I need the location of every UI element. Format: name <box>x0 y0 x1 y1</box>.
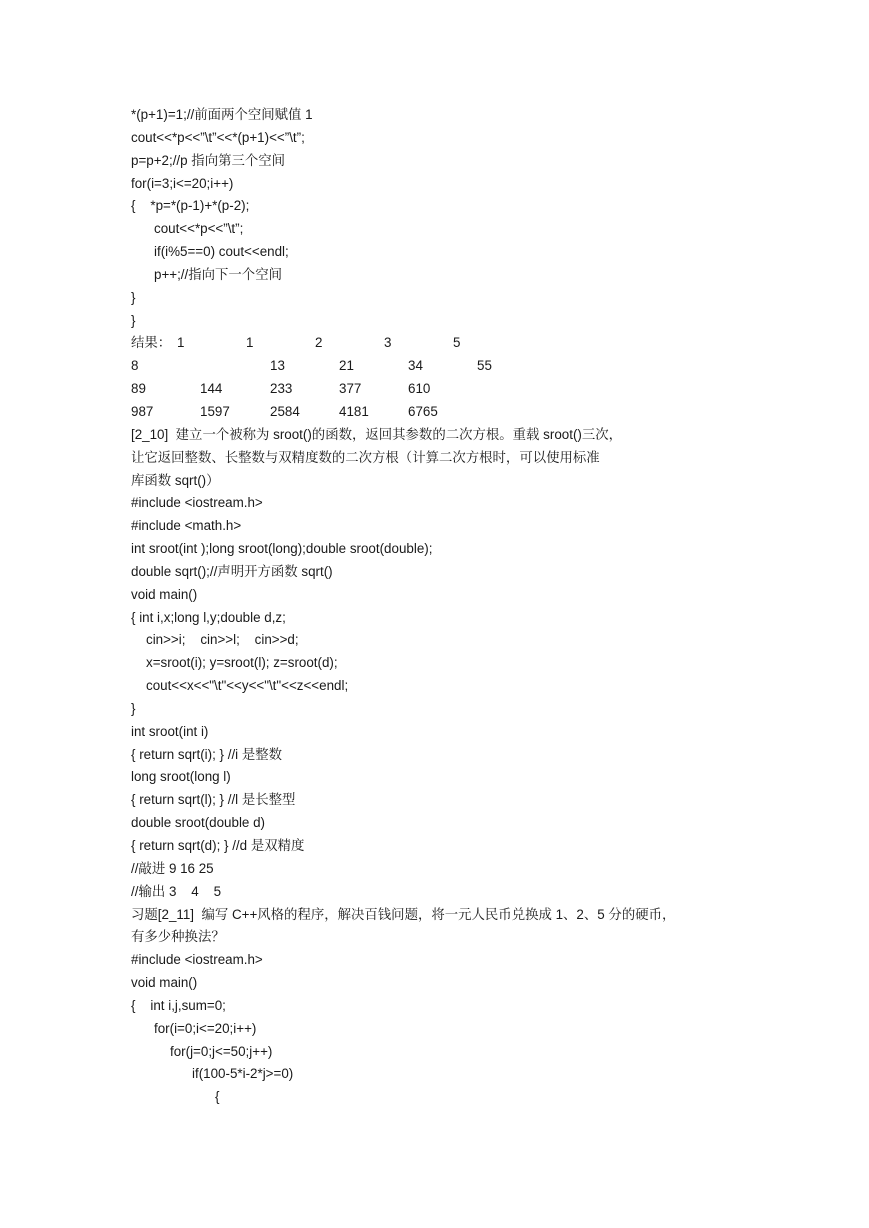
result-value: 5 <box>453 335 461 351</box>
result-value: 610 <box>408 381 431 397</box>
code-line: if(i%5==0) cout<<endl; <box>154 244 289 260</box>
code-line: x=sroot(i); y=sroot(l); z=sroot(d); <box>146 655 338 671</box>
result-value: 1 <box>246 335 254 351</box>
result-value: 13 <box>270 358 285 374</box>
result-value: 4181 <box>339 403 369 419</box>
code-line: } <box>131 312 136 328</box>
exercise-heading: 习题[2_11] 编写 C++风格的程序，解决百钱问题，将一元人民币兑换成 1、2、5 分的硬币， <box>131 906 676 922</box>
code-line: } <box>131 700 136 716</box>
result-row-1 <box>131 332 869 355</box>
exercise-text: 有多少种换法？ <box>131 929 225 945</box>
document-page <box>0 104 869 1109</box>
result-value: 987 <box>131 403 154 419</box>
code-line: #include <iostream.h> <box>131 952 263 968</box>
code-line: int sroot(int i) <box>131 723 209 739</box>
code-line: } <box>131 289 136 305</box>
code-line: *(p+1)=1;//前面两个空间赋值 1 <box>131 107 313 122</box>
code-line: { int i,j,sum=0; <box>131 997 226 1013</box>
result-value: 89 <box>131 381 146 397</box>
result-value: 55 <box>477 358 492 374</box>
result-value: 6765 <box>408 403 438 419</box>
code-line: int sroot(int );long sroot(long);double sroot(double); <box>131 541 433 557</box>
code-line: double sroot(double d) <box>131 815 265 831</box>
code-line: long sroot(long l) <box>131 769 231 785</box>
code-line: #include <math.h> <box>131 518 242 534</box>
code-line: void main() <box>131 975 198 991</box>
result-value: 2584 <box>270 403 300 419</box>
code-line: { <box>215 1089 220 1105</box>
code-line: { *p=*(p-1)+*(p-2); <box>131 198 250 214</box>
code-line: for(j=0;j<=50;j++) <box>170 1043 273 1059</box>
code-line: //敲进 9 16 25 <box>131 860 214 876</box>
result-value: 1 <box>177 335 185 351</box>
exercise-text: 库函数 sqrt()） <box>131 472 220 488</box>
code-line: p=p+2;//p 指向第三个空间 <box>131 152 286 168</box>
result-label: 结果： <box>131 335 172 351</box>
result-value: 2 <box>315 335 323 351</box>
code-line: //输出 3 4 5 <box>131 883 222 899</box>
result-row-4 <box>131 401 869 424</box>
code-line: #include <iostream.h> <box>131 495 263 511</box>
code-line: for(i=3;i<=20;i++) <box>131 175 234 191</box>
code-line: for(i=0;i<=20;i++) <box>154 1020 257 1036</box>
code-line: cin>>i; cin>>l; cin>>d; <box>146 632 299 648</box>
code-line: cout<<x<<"\t"<<y<<"\t"<<z<<endl; <box>146 678 349 694</box>
result-value: 377 <box>339 381 362 397</box>
code-line: { return sqrt(d); } //d 是双精度 <box>131 838 305 853</box>
code-line: { int i,x;long l,y;double d,z; <box>131 609 286 625</box>
code-line: { return sqrt(l); } //l 是长整型 <box>131 792 296 808</box>
exercise-heading: [2_10] 建立一个被称为 sroot()的函数，返回其参数的二次方根。重载 sroot()三次， <box>131 426 623 442</box>
code-line: if(100-5*i-2*j>=0) <box>192 1066 294 1082</box>
code-line: { return sqrt(i); } //i 是整数 <box>131 746 283 762</box>
result-row-3 <box>131 378 869 401</box>
code-line: double sqrt();//声明开方函数 sqrt() <box>131 563 333 579</box>
code-line: p++;//指向下一个空间 <box>154 266 282 282</box>
exercise-text: 让它返回整数、长整数与双精度数的二次方根（计算二次方根时，可以使用标准 <box>131 449 600 465</box>
result-value: 3 <box>384 335 392 351</box>
result-value: 8 <box>131 358 139 374</box>
result-value: 34 <box>408 358 423 374</box>
code-line: cout<<*p<<”\t”; <box>154 221 244 237</box>
result-value: 21 <box>339 358 354 374</box>
code-line: cout<<*p<<”\t”<<*(p+1)<<”\t”; <box>131 129 305 145</box>
result-value: 144 <box>200 381 223 397</box>
result-row-2 <box>131 355 869 378</box>
code-line: void main() <box>131 586 198 602</box>
result-value: 233 <box>270 381 293 397</box>
result-value: 1597 <box>200 403 230 419</box>
